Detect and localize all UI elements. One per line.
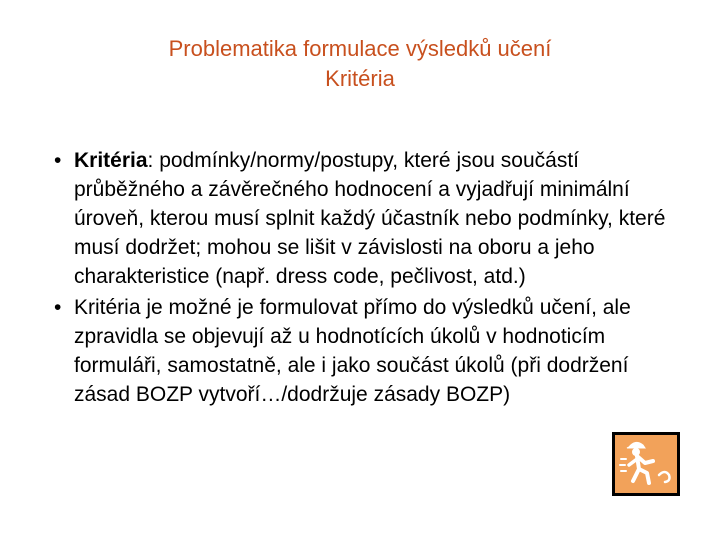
bullet-item-1: [52, 146, 672, 291]
slide-title: [0, 34, 720, 94]
bullet-1-text: : podmínky/normy/postupy, které jsou součástí průběžného a závěrečného hodnocení a vyjadřují minimální úroveň, kterou musí splnit každý účastník nebo podmínky, které musí dodržet; mohou se lišit v závislosti na oboru a jeho charakteristice (např. dress code, pečlivost, atd.): [74, 149, 666, 288]
slide-title-line2: Kritéria: [325, 66, 395, 91]
slide-title-line1: Problematika formulace výsledků učení: [168, 36, 552, 61]
bullet-symbol: •: [54, 149, 62, 172]
bullet-2-text: Kritéria je možné je formulovat přímo do výsledků učení, ale zpravidla se objevují až u hodnotících úkolů v hodnoticím formuláři, samostatně, ale i jako součást úkolů (při dodržení zásad BOZP vytvoří…/dodržuje zásady BOZP): [74, 296, 631, 406]
bullet-item-2: [52, 293, 672, 409]
bullet-1-lead: Kritéria: [74, 149, 148, 172]
worker-safety-icon: [612, 432, 680, 496]
bullet-list: [52, 146, 672, 411]
bullet-symbol: •: [54, 296, 62, 319]
worker-safety-icon-graphic: [615, 435, 677, 493]
